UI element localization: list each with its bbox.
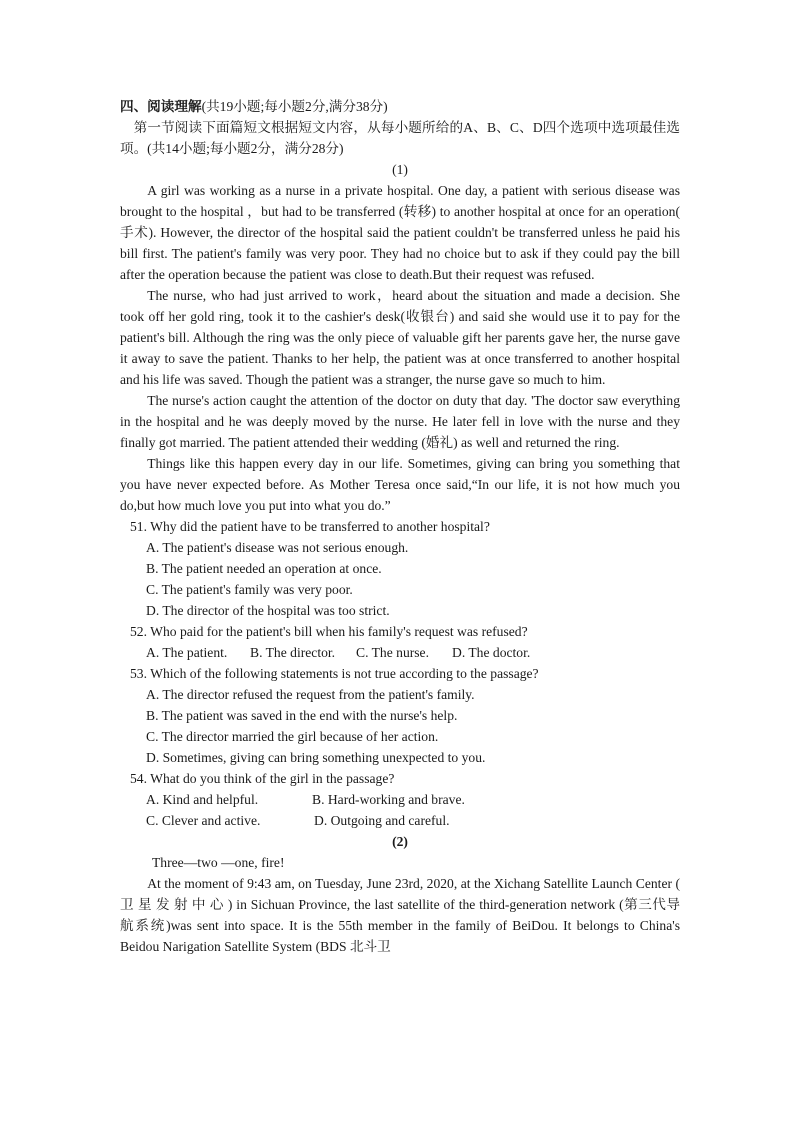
question-53-option-b: B. The patient was saved in the end with the nurse's help.	[146, 708, 458, 723]
question-54-option-d: D. Outgoing and careful.	[314, 813, 450, 828]
question-54-option-b: B. Hard-working and brave.	[312, 792, 465, 807]
question-54-options-row-1	[120, 789, 680, 810]
question-51-option-b: B. The patient needed an operation at once.	[146, 561, 382, 576]
passage-1-paragraph-3: The nurse's action caught the attention of the doctor on duty that day. 'The doctor saw everything in the hospital and he was deeply moved by the nurse. He later fell in love with the nurse and they finally got married. The patient attended their wedding (婚礼) as well and returned the ring.	[120, 393, 680, 450]
section-heading-bold: 四、阅读理解	[120, 99, 202, 114]
question-52: 52. Who paid for the patient's bill when his family's request was refused?	[130, 624, 528, 639]
question-54-option-c: C. Clever and active.	[146, 813, 261, 828]
question-52-option-c: C. The nurse.	[356, 645, 429, 660]
question-54-options-row-2	[120, 810, 680, 831]
question-51-option-c: C. The patient's family was very poor.	[146, 582, 353, 597]
question-51-option-d: D. The director of the hospital was too strict.	[146, 603, 390, 618]
question-51: 51. Why did the patient have to be transferred to another hospital?	[130, 519, 490, 534]
question-52-option-a: A. The patient.	[146, 645, 228, 660]
passage-2-number: (2)	[392, 834, 408, 849]
question-52-option-d: D. The doctor.	[452, 645, 531, 660]
passage-1-paragraph-4: Things like this happen every day in our life. Sometimes, giving can bring you something that you have never expected before. As Mother Teresa once said,“In our life, it is not how much you do,but how much love you put into what you do.”	[120, 456, 680, 513]
question-53-option-a: A. The director refused the request from the patient's family.	[146, 687, 475, 702]
section-heading	[120, 96, 680, 117]
passage-2-paragraph: At the moment of 9:43 am, on Tuesday, June 23rd, 2020, at the Xichang Satellite Launch Center ( 卫 星 发 射 中 心 ) in Sichuan Province, the last satellite of the third-generation network (第三代导航系统)was sent into space. It is the 55th member in the family of BeiDou. It belongs to China's Beidou Narigation Satellite System (BDS 北斗卫	[120, 876, 680, 954]
question-53-option-c: C. The director married the girl because of her action.	[146, 729, 439, 744]
question-52-options	[120, 642, 680, 663]
question-53-option-d: D. Sometimes, giving can bring something unexpected to you.	[146, 750, 486, 765]
section-heading-rest: (共19小题;每小题2分,满分38分)	[201, 99, 388, 114]
question-54: 54. What do you think of the girl in the passage?	[130, 771, 395, 786]
section-instruction: 第一节阅读下面篇短文根据短文内容，从每小题所给的A、B、C、D四个选项中选项最佳选项。(共14小题;每小题2分，满分28分)	[120, 120, 680, 156]
passage-1-paragraph-1: A girl was working as a nurse in a private hospital. One day, a patient with serious disease was brought to the hospital ，but had to be transferred (转移) to another hospital at once for an operation( 手术). However, the director of the hospital said the patient couldn't be transferred unless he paid his bill first. The patient's family was very poor. They had no choice but to ask if they could pay the bill after the operation because the patient was close to death.But their request was refused.	[120, 183, 680, 282]
exam-page	[120, 96, 680, 957]
passage-2-line-1: Three—two —one, fire!	[152, 855, 285, 870]
question-52-option-b: B. The director.	[250, 645, 336, 660]
passage-1-paragraph-2: The nurse, who had just arrived to work，heard about the situation and made a decision. She took off her gold ring, took it to the cashier's desk(收银台) and said she would use it to pay for the patient's bill. Although the ring was the only piece of valuable gift her parents gave her, the nurse gave it away to save the patient. Thanks to her help, the patient was at once transferred to another hospital and his life was saved. Though the patient was a stranger, the nurse gave so much to him.	[120, 288, 680, 387]
question-53: 53. Which of the following statements is not true according to the passage?	[130, 666, 539, 681]
passage-1-number: (1)	[392, 162, 408, 177]
question-51-option-a: A. The patient's disease was not serious enough.	[146, 540, 409, 555]
question-54-option-a: A. Kind and helpful.	[146, 792, 259, 807]
